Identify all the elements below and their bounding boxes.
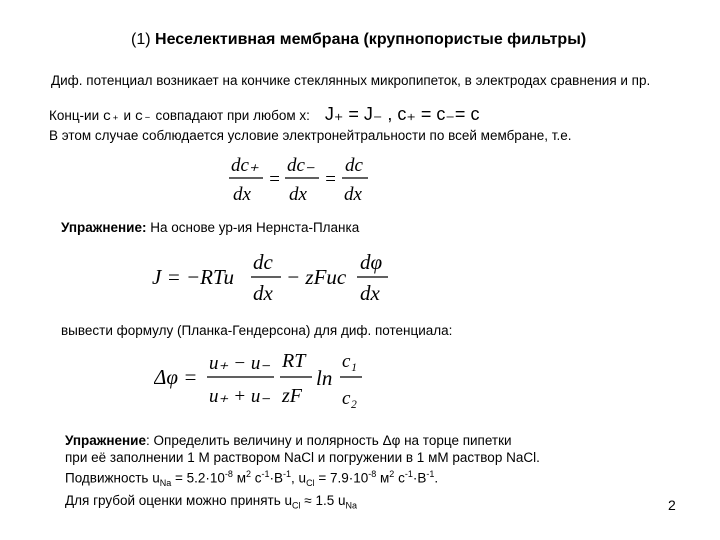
f1-num1: dc₊: [231, 155, 259, 176]
mobility-text: Подвижность u: [65, 470, 160, 486]
f2-lhs: J = −RTu: [152, 265, 235, 289]
f1-eq2: =: [324, 169, 337, 190]
f1-den1: dx: [233, 184, 251, 205]
f3-frac2-den: zF: [282, 385, 302, 407]
f2-frac2-num: dφ: [360, 250, 383, 274]
slide-title: [131, 31, 586, 49]
title-text: Неселективная мембрана (крупнопористые фильтры): [155, 31, 587, 48]
unit-m-2: м: [376, 470, 390, 486]
unit-m: м: [232, 470, 246, 486]
sup-exp1: -8: [224, 469, 233, 479]
sub-cl-2: Cl: [292, 500, 301, 511]
exercise-2-label: Упражнение: [65, 433, 146, 448]
mobility-na-value: = 5.2·10: [171, 470, 225, 486]
exercise-2-line-1: [65, 432, 625, 449]
period: .: [434, 470, 439, 486]
f2-mid: − zFuc: [286, 265, 347, 289]
f2-frac1-den: dx: [253, 281, 273, 305]
intro-text: Диф. потенциал возникает на кончике стеклянных микропипеток, в электродах сравнения и пр.: [51, 73, 651, 88]
exercise-1-label: Упражнение:: [61, 220, 147, 235]
sup-v-exp-2: -1: [426, 469, 435, 479]
exercise-1: [61, 220, 359, 235]
sup-sq1: 2: [245, 469, 251, 479]
mobility-cl-label: , u: [291, 470, 307, 486]
f1-eq1: =: [268, 169, 281, 190]
sup-sq2: 2: [389, 469, 395, 479]
derive-instruction: вывести формулу (Планка-Гендерсона) для диф. потенциала:: [61, 323, 453, 338]
f1-den2: dx: [289, 184, 307, 205]
sup-s-exp-2: -1: [404, 469, 413, 479]
sub-na: Na: [159, 478, 172, 489]
conc-suffix: совпадают при любом x:: [155, 108, 310, 123]
title-number: (1): [131, 31, 151, 48]
f3-frac3-num: c₁: [342, 351, 358, 372]
f3-frac3-den: c₂: [342, 388, 358, 409]
exercise-2: [65, 432, 625, 515]
exercise-2-line-1-text: : Определить величину и полярность Δφ на торце пипетки: [146, 433, 512, 448]
sub-cl: Cl: [306, 478, 315, 489]
f3-ln: ln: [316, 366, 333, 390]
exercise-1-text: На основе ур-ия Нернста-Планка: [150, 220, 360, 235]
f1-den3: dx: [344, 184, 362, 205]
sup-s-exp: -1: [261, 469, 270, 479]
unit-s-2: с: [394, 470, 405, 486]
estimate-text: Для грубой оценки можно принять u: [65, 493, 293, 509]
exercise-2-line-4: [65, 492, 625, 515]
sub-na-2: Na: [345, 500, 357, 511]
c-minus: c₋: [134, 109, 152, 125]
formula-nernst-planck: [150, 248, 395, 308]
electroneutrality-text: В этом случае соблюдается условие электронейтральности по всей мембране, т.е.: [49, 128, 572, 143]
exercise-2-line-2: при её заполнении 1 М раствором NaCl и погружении в 1 мМ раствор NaCl.: [65, 450, 540, 465]
unit-v: ·В: [269, 470, 284, 486]
concentration-statement: [49, 104, 479, 125]
unit-v-2: ·В: [412, 470, 427, 486]
f1-num3: dc: [345, 155, 363, 176]
f1-num2: dc₋: [287, 155, 315, 176]
and-word: и: [123, 108, 132, 123]
c-plus: c₊: [102, 109, 120, 125]
flux-relations: J₊ = J₋ , c₊ = c₋= c: [324, 104, 480, 124]
estimate-value: ≈ 1.5 u: [300, 493, 346, 509]
exercise-2-line-3: [65, 466, 625, 492]
f3-lhs: Δφ =: [154, 365, 198, 389]
unit-s: с: [251, 470, 262, 486]
mobility-cl-value: = 7.9·10: [314, 470, 369, 486]
f3-frac1-den: u₊ + u₋: [209, 386, 271, 407]
formula-derivatives-equal: [225, 150, 375, 206]
f3-frac2-num: RT: [282, 350, 306, 372]
sup-exp2: -8: [368, 469, 377, 479]
page-number: 2: [668, 497, 676, 513]
f2-frac1-num: dc: [253, 250, 273, 274]
f3-frac1-num: u₊ − u₋: [209, 353, 271, 374]
f2-frac2-den: dx: [360, 281, 380, 305]
formula-planck-henderson: [154, 344, 374, 416]
conc-prefix: Конц-ии: [49, 108, 100, 123]
sup-v-exp: -1: [283, 469, 292, 479]
